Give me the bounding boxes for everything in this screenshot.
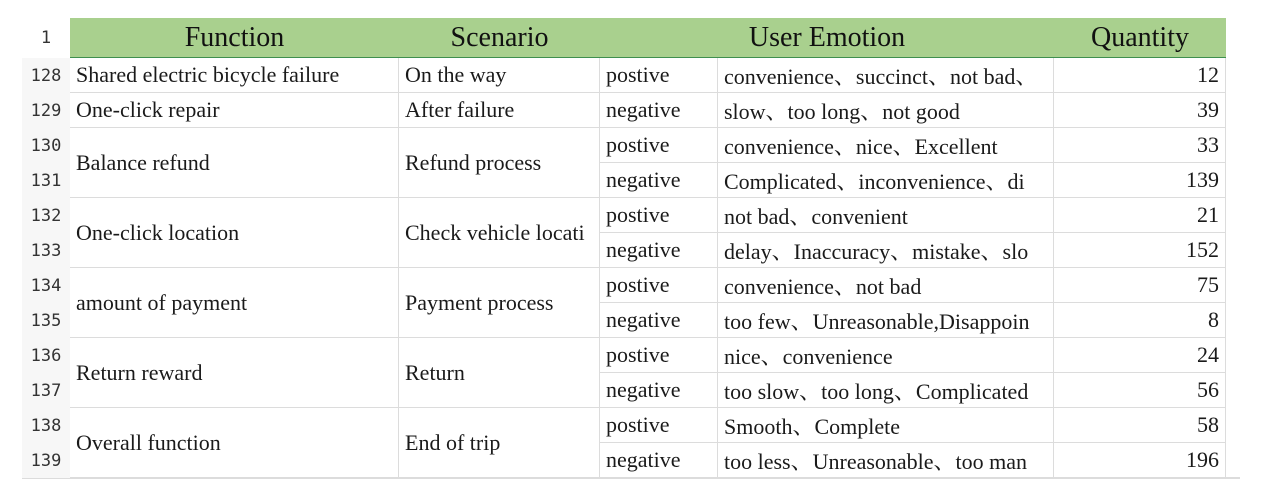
cell-quantity[interactable]: 75: [1054, 268, 1226, 303]
cell-polarity[interactable]: negative: [600, 163, 718, 198]
cell-scenario[interactable]: Refund process: [399, 128, 600, 198]
row-header[interactable]: 129: [22, 93, 71, 128]
cell-scenario[interactable]: Payment process: [399, 268, 600, 338]
cell-polarity[interactable]: postive: [600, 58, 718, 93]
row-header[interactable]: 133: [22, 233, 71, 268]
row-header[interactable]: 138: [22, 408, 71, 443]
header-quantity[interactable]: Quantity: [1091, 21, 1189, 53]
cell-quantity[interactable]: 139: [1054, 163, 1226, 198]
cell-emotion[interactable]: delay、Inaccuracy、mistake、slo: [718, 233, 1054, 268]
cell-quantity[interactable]: 39: [1054, 93, 1226, 128]
cell-emotion[interactable]: too less、Unreasonable、too man: [718, 443, 1054, 478]
cell-quantity[interactable]: 152: [1054, 233, 1226, 268]
header-user-emotion[interactable]: User Emotion: [748, 21, 906, 53]
row-header-1[interactable]: 1: [22, 18, 71, 57]
grid-bottom-line: [22, 478, 1240, 479]
cell-emotion[interactable]: convenience、not bad: [718, 268, 1054, 303]
cell-function[interactable]: One-click repair: [70, 93, 399, 128]
cell-function[interactable]: Shared electric bicycle failure: [70, 58, 399, 93]
cell-quantity[interactable]: 8: [1054, 303, 1226, 338]
cell-emotion[interactable]: convenience、nice、Excellent: [718, 128, 1054, 163]
cell-polarity[interactable]: postive: [600, 338, 718, 373]
cell-function[interactable]: Overall function: [70, 408, 399, 478]
cell-polarity[interactable]: negative: [600, 303, 718, 338]
cell-polarity[interactable]: postive: [600, 408, 718, 443]
row-header[interactable]: 131: [22, 163, 71, 198]
cell-function[interactable]: amount of payment: [70, 268, 399, 338]
empty-column-stub: [1226, 58, 1240, 478]
cell-scenario[interactable]: After failure: [399, 93, 600, 128]
cell-polarity[interactable]: negative: [600, 93, 718, 128]
cell-emotion[interactable]: too few、Unreasonable,Disappoin: [718, 303, 1054, 338]
row-header[interactable]: 128: [22, 58, 71, 93]
cell-emotion[interactable]: Smooth、Complete: [718, 408, 1054, 443]
cell-quantity[interactable]: 196: [1054, 443, 1226, 478]
cell-polarity[interactable]: postive: [600, 198, 718, 233]
cell-emotion[interactable]: too slow、too long、Complicated: [718, 373, 1054, 408]
cell-polarity[interactable]: postive: [600, 128, 718, 163]
cell-quantity[interactable]: 56: [1054, 373, 1226, 408]
header-scenario[interactable]: Scenario: [450, 21, 549, 53]
row-header[interactable]: 135: [22, 303, 71, 338]
cell-quantity[interactable]: 21: [1054, 198, 1226, 233]
cell-function[interactable]: One-click location: [70, 198, 399, 268]
header-function[interactable]: Function: [184, 21, 285, 53]
row-header[interactable]: 136: [22, 338, 71, 373]
cell-emotion[interactable]: Complicated、inconvenience、di: [718, 163, 1054, 198]
cell-function[interactable]: Balance refund: [70, 128, 399, 198]
cell-quantity[interactable]: 24: [1054, 338, 1226, 373]
cell-emotion[interactable]: not bad、convenient: [718, 198, 1054, 233]
cell-emotion[interactable]: slow、too long、not good: [718, 93, 1054, 128]
cell-scenario[interactable]: On the way: [399, 58, 600, 93]
cell-quantity[interactable]: 33: [1054, 128, 1226, 163]
cell-quantity[interactable]: 58: [1054, 408, 1226, 443]
cell-emotion[interactable]: nice、convenience: [718, 338, 1054, 373]
row-header[interactable]: 137: [22, 373, 71, 408]
cell-scenario[interactable]: Return: [399, 338, 600, 408]
row-header[interactable]: 134: [22, 268, 71, 303]
cell-polarity[interactable]: negative: [600, 443, 718, 478]
row-header[interactable]: 139: [22, 443, 71, 478]
cell-polarity[interactable]: negative: [600, 233, 718, 268]
cell-emotion[interactable]: convenience、succinct、not bad、: [718, 58, 1054, 93]
cell-function[interactable]: Return reward: [70, 338, 399, 408]
cell-scenario[interactable]: Check vehicle locati: [399, 198, 600, 268]
row-header[interactable]: 132: [22, 198, 71, 233]
cell-polarity[interactable]: postive: [600, 268, 718, 303]
cell-scenario[interactable]: End of trip: [399, 408, 600, 478]
cell-polarity[interactable]: negative: [600, 373, 718, 408]
row-header[interactable]: 130: [22, 128, 71, 163]
cell-quantity[interactable]: 12: [1054, 58, 1226, 93]
